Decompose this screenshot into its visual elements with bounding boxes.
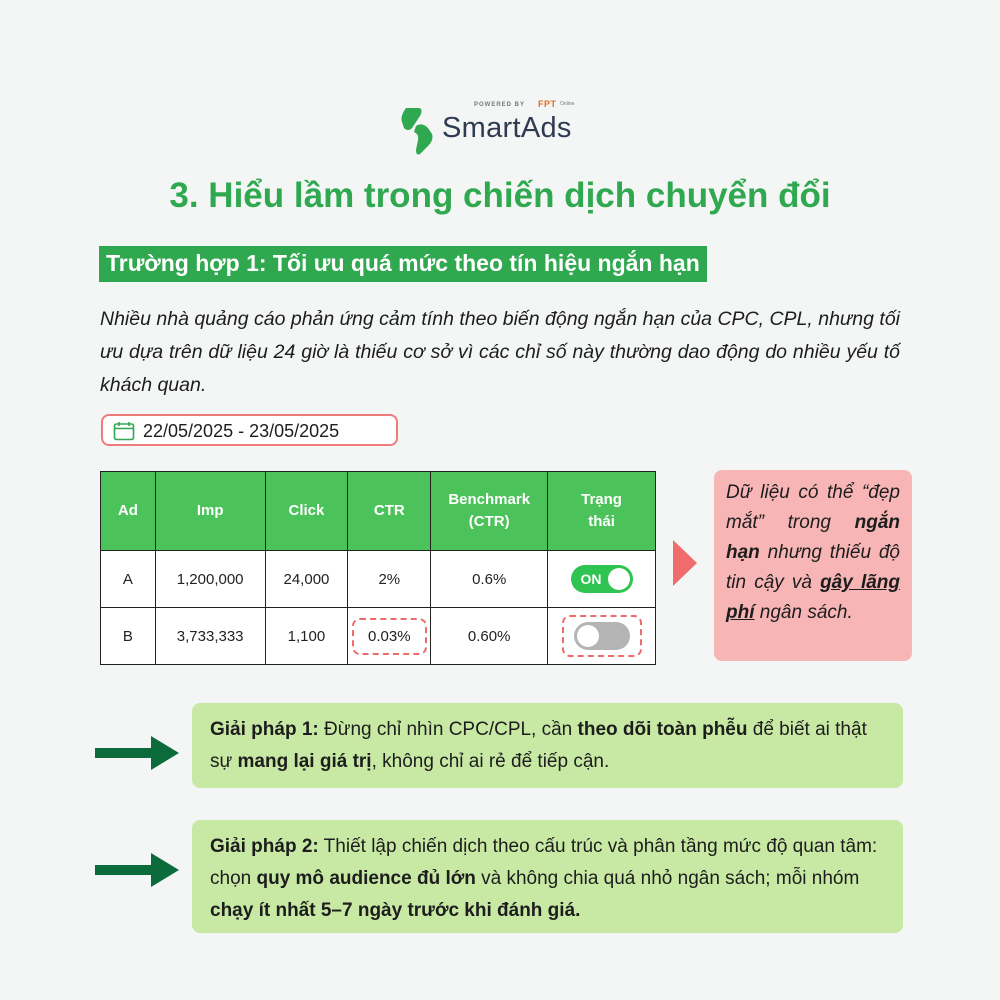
fpt-logo: FPT xyxy=(538,99,557,109)
cell-status xyxy=(548,551,656,608)
status-toggle-on[interactable] xyxy=(571,565,633,593)
solution-2-box: Giải pháp 2: Thiết lập chiến dịch theo cấu trúc và phân tầng mức độ quan tâm: chọn quy mô audience đủ lớn và không chia quá nhỏ ngân sách; mỗi nhóm chạy ít nhất 5–7 ngày trước khi đánh giá. xyxy=(192,820,903,933)
cell-benchmark: 0.60% xyxy=(431,608,548,665)
cell-click: 24,000 xyxy=(265,551,348,608)
case-label: Trường hợp 1: Tối ưu quá mức theo tín hiệu ngắn hạn xyxy=(99,246,707,282)
col-header-click: Click xyxy=(265,472,348,551)
cell-benchmark: 0.6% xyxy=(431,551,548,608)
table-row xyxy=(101,551,656,608)
intro-paragraph: Nhiều nhà quảng cáo phản ứng cảm tính theo biến động ngắn hạn của CPC, CPL, nhưng tối ưu dựa trên dữ liệu 24 giờ là thiếu cơ sở vì các chỉ số này thường dao động do nhiều yếu tố khách quan. xyxy=(100,308,900,396)
status-toggle-off[interactable] xyxy=(574,622,630,650)
cell-click: 1,100 xyxy=(265,608,348,665)
cell-status xyxy=(548,608,656,665)
ads-table xyxy=(100,471,656,665)
cell-ctr xyxy=(348,608,431,665)
brand-name: SmartAds xyxy=(442,112,572,144)
solution-label: Giải pháp 1: xyxy=(210,719,319,740)
toggle-label: ON xyxy=(580,571,602,587)
col-header-benchmark: Benchmark (CTR) xyxy=(431,472,548,551)
date-range-picker[interactable] xyxy=(101,414,398,446)
powered-by-text: POWERED BY xyxy=(474,102,526,108)
col-header-status: Trạng thái xyxy=(548,472,656,551)
arrow-right-icon xyxy=(95,853,179,887)
warning-note: Dữ liệu có thể “đẹp mắt” trong ngắn hạn nhưng thiếu độ tin cậy và gây lãng phí ngân sách. xyxy=(714,470,912,661)
col-header-imp: Imp xyxy=(155,472,265,551)
toggle-knob xyxy=(577,625,599,647)
cell-ad: A xyxy=(101,551,156,608)
note-emphasis: gây lãng phí xyxy=(726,572,900,623)
cell-imp: 1,200,000 xyxy=(155,551,265,608)
solution-1-box: Giải pháp 1: Đừng chỉ nhìn CPC/CPL, cần theo dõi toàn phễu để biết ai thật sự mang lại giá trị, không chỉ ai rẻ để tiếp cận. xyxy=(192,703,903,788)
col-header-ctr: CTR xyxy=(348,472,431,551)
toggle-knob xyxy=(608,568,630,590)
cell-ctr: 2% xyxy=(348,551,431,608)
solution-label: Giải pháp 2: xyxy=(210,836,319,857)
col-header-ad: Ad xyxy=(101,472,156,551)
table-header-row xyxy=(101,472,656,551)
fpt-online-text: Online xyxy=(560,101,575,107)
pointer-triangle-icon xyxy=(673,540,697,586)
ctr-highlight: 0.03% xyxy=(352,618,427,655)
cell-ad: B xyxy=(101,608,156,665)
date-range-text: 22/05/2025 - 23/05/2025 xyxy=(143,421,340,441)
smartads-logo xyxy=(398,100,598,160)
arrow-right-icon xyxy=(95,736,179,770)
status-highlight xyxy=(562,615,642,657)
smartads-logo-icon xyxy=(398,104,438,156)
table-row xyxy=(101,608,656,665)
calendar-icon xyxy=(113,421,135,441)
page-title: 3. Hiểu lầm trong chiến dịch chuyển đổi xyxy=(169,176,831,215)
note-emphasis: ngắn hạn xyxy=(726,512,900,563)
cell-imp: 3,733,333 xyxy=(155,608,265,665)
